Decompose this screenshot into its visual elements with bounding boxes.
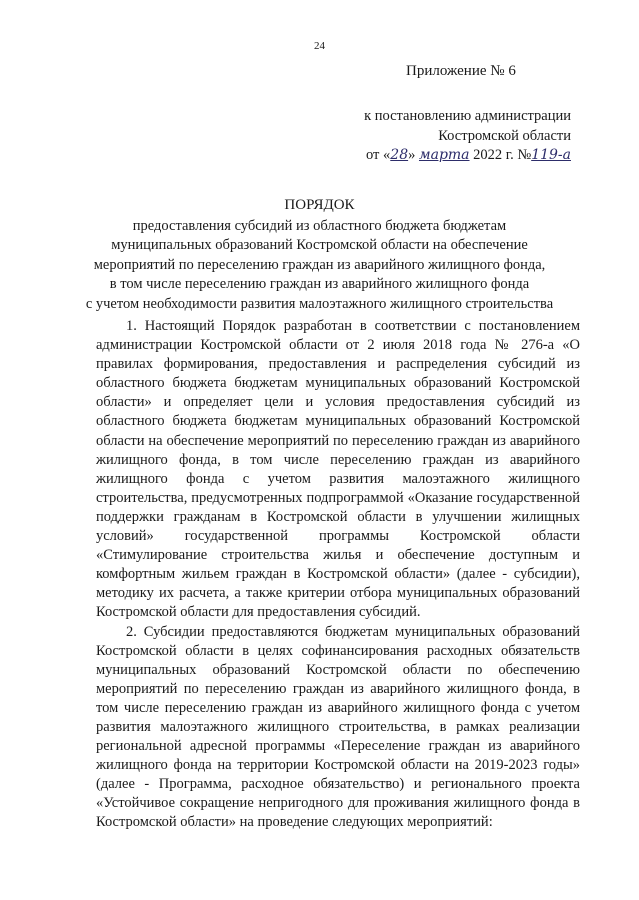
decree-line-1: к постановлению администрации bbox=[364, 108, 571, 124]
decree-number-handwritten: 119-а bbox=[531, 147, 571, 163]
paragraph-2: 2. Субсидии предоставляются бюджетам муниципальных образований Костромской области в целях софинансирования расходных обязательств муниципальных образований Костромской области по обеспечению мероприятий по переселению граждан из аварийного жилищного фонда, в том числе переселению граждан из аварийного жилищного фонда с учетом развития малоэтажного жилищного строительства, в рамках реализации региональной адресной программы «Переселение граждан из аварийного жилищного фонда на территории Костромской области на 2019-2023 годы» (далее - Программа, расходное обязательство) и регионального проекта «Устойчивое сокращение непригодного для проживания жилищного фонда в Костромской области» на проведение следующих мероприятий: bbox=[96, 623, 580, 831]
title-line: мероприятий по переселению граждан из аварийного жилищного фонда, bbox=[93, 256, 546, 273]
title-line: предоставления субсидий из областного бюджета бюджетам bbox=[132, 217, 507, 234]
decree-year: 2022 г. № bbox=[473, 147, 532, 163]
title-line: муниципальных образований Костромской области на обеспечение bbox=[111, 237, 528, 253]
paragraph-1: 1. Настоящий Порядок разработан в соответствии с постановлением администрации Костромской области от 2 июля 2018 года № 276-а «О правилах формирования, предоставления и распределения субсидий из областного бюджета бюджетам муниципальных образований Костромской области» и определяет цели и условия предоставления субсидий из областного бюджета бюджетам муниципальных образований Костромской области на обеспечение мероприятий по переселению граждан из аварийного жилищного фонда, в том числе переселению граждан из аварийного жилищного фонда с учетом развития малоэтажного жилищного строительства, предусмотренных подпрограммой «Оказание государственной поддержки гражданам в Костромской области в улучшении жилищных условий» государственной программы Костромской области «Стимулирование строительства жилья и обеспечение доступным и комфортным жильем граждан в Костромской области» (далее - субсидии), методику их расчета, а также критерии отбора муниципальных образований Костромской области для предоставления субсидий. bbox=[96, 318, 580, 621]
appendix-label: Приложение № 6 bbox=[406, 63, 516, 79]
decree-line-2: Костромской области bbox=[438, 127, 571, 144]
title-line: с учетом необходимости развития малоэтажного жилищного строительства bbox=[85, 295, 554, 312]
decree-date-mid: » bbox=[408, 147, 416, 163]
document-title bbox=[0, 196, 639, 314]
decree-reference bbox=[364, 107, 571, 166]
decree-date-prefix: от « bbox=[366, 147, 391, 163]
page-number: 24 bbox=[314, 40, 325, 52]
document-body bbox=[96, 317, 580, 833]
decree-day-handwritten: 28 bbox=[390, 147, 409, 163]
decree-date-line bbox=[364, 146, 571, 166]
decree-month-handwritten: марта bbox=[418, 147, 470, 163]
title-line: в том числе переселению граждан из аварийного жилищного фонда bbox=[109, 276, 530, 292]
title-heading: ПОРЯДОК bbox=[284, 197, 355, 213]
